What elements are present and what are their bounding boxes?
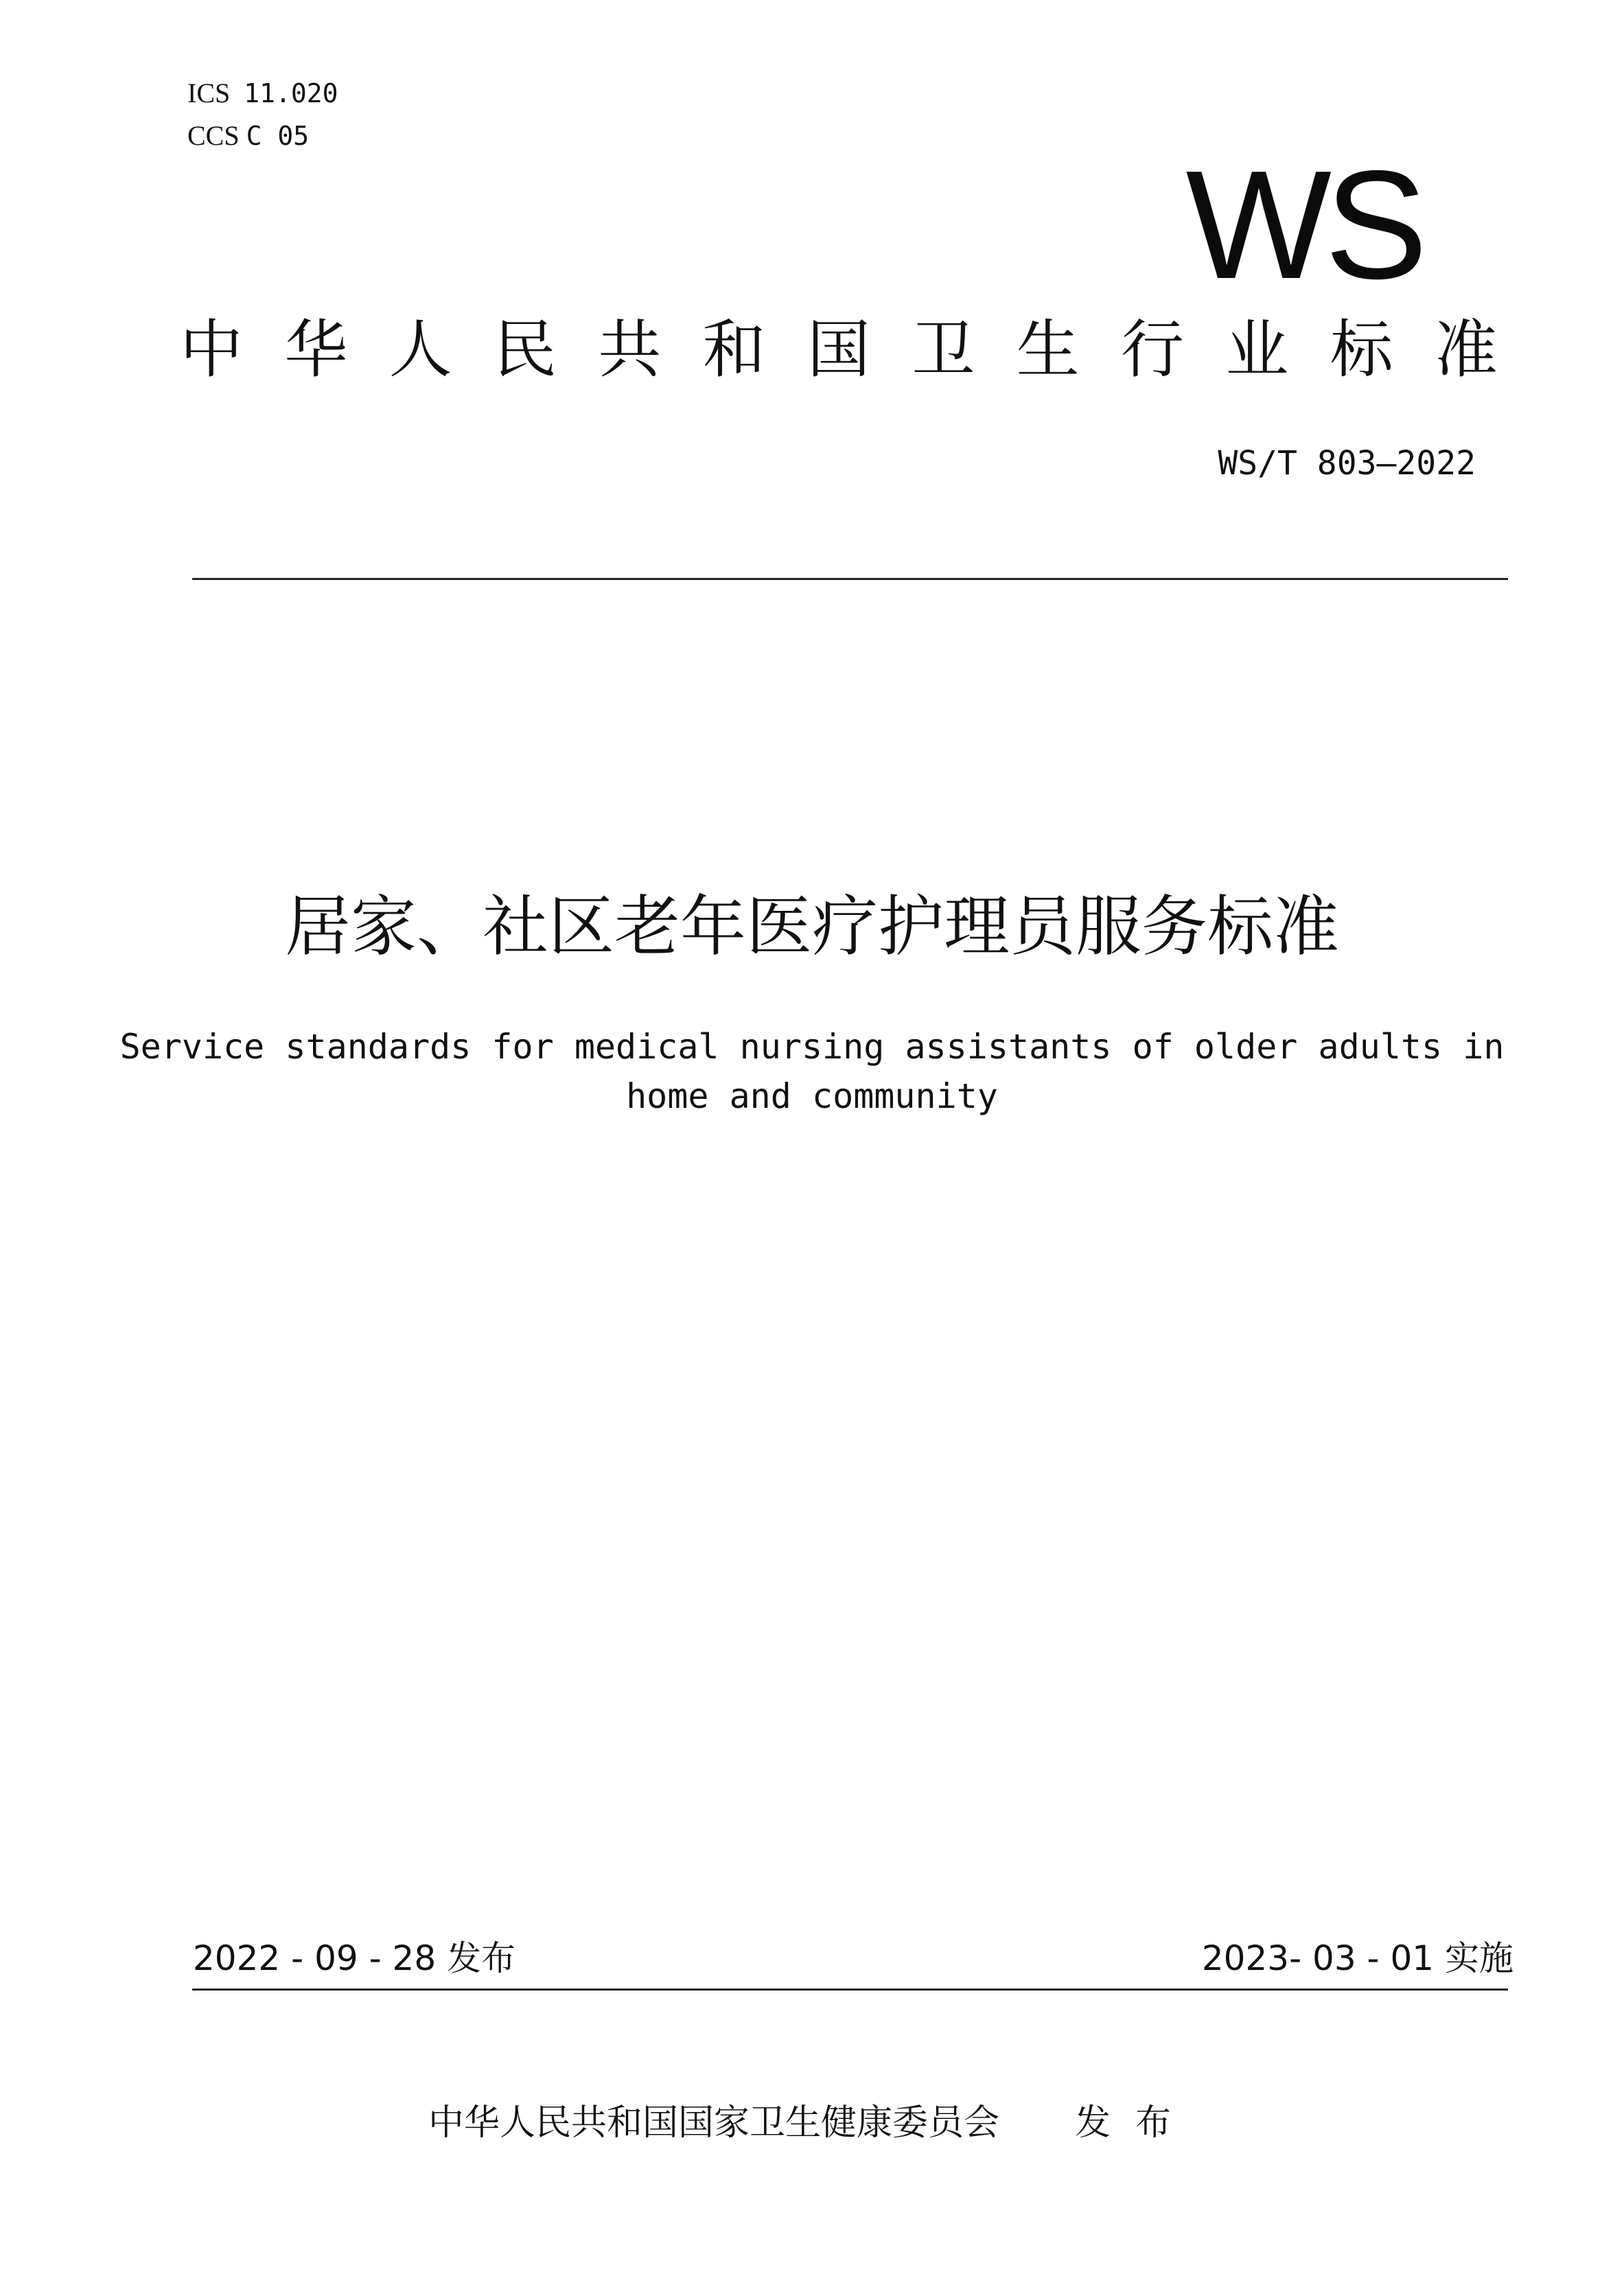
- document-title-english-line-1: Service standards for medical nursing assistants of older adults in: [119, 1027, 1505, 1067]
- document-title-english-line-2: home and community: [626, 1076, 998, 1116]
- standard-type-heading: 中华人民共和国卫生行业标准: [180, 313, 1498, 386]
- publisher-line: [0, 2099, 1624, 2147]
- ccs-label: CCS: [187, 120, 240, 151]
- publisher-organization: 中华人民共和国国家卫生健康委员会: [428, 2102, 999, 2144]
- ics-code: [187, 77, 338, 110]
- implementation-date: 2023- 03 - 01 实施: [1201, 1938, 1513, 1978]
- ccs-code: [187, 119, 309, 152]
- bottom-divider: [192, 1988, 1508, 1991]
- document-title-chinese: 居家、社区老年医疗护理员服务标准: [285, 888, 1339, 965]
- ics-value: 11.020: [244, 78, 338, 108]
- ccs-value: C 05: [246, 121, 310, 151]
- top-divider: [192, 578, 1508, 580]
- issue-date: 2022 - 09 - 28 发布: [193, 1938, 516, 1978]
- ics-label: ICS: [187, 78, 231, 108]
- ws-logo: WS: [1185, 138, 1421, 311]
- standard-number: WS/T 803—2022: [1218, 444, 1476, 483]
- publisher-verb: 发布: [1075, 2102, 1196, 2144]
